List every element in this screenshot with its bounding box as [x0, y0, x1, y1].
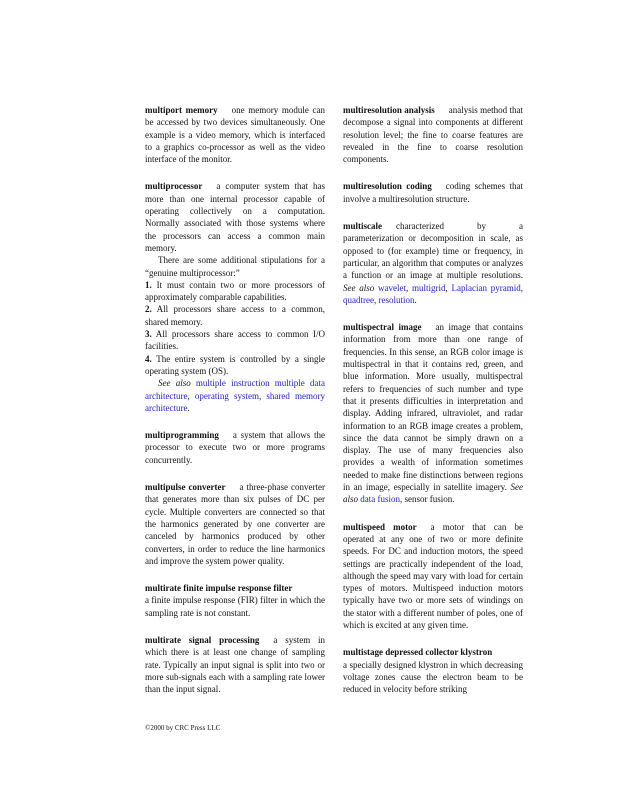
see-also-label: See also [343, 482, 523, 505]
list-item [145, 279, 325, 304]
link-laplacian-pyramid[interactable]: Laplacian pyramid [451, 282, 521, 293]
list-number: 2. [145, 304, 152, 315]
entry-tail: , sensor fusion. [400, 494, 455, 505]
entry-definition: a computer system that has more than one internal processor capable of operating collectively on a computation. Normally associated with those systems where the processors can access a common main memory. [145, 181, 325, 253]
entry-definition: a system in which there is at least one change of sampling rate. Typically an input signal is split into two or more sub-signals each with a sampling rate lower than the input signal. [145, 634, 325, 695]
entry-definition: coding schemes that involve a multiresolution structure. [343, 181, 523, 204]
entry-term: multiprogramming [145, 430, 219, 441]
link-quadtree[interactable]: quadtree [343, 294, 374, 305]
list-number: 3. [145, 329, 152, 340]
list-text: All processors share access to a common, shared memory. [145, 304, 325, 327]
list-number: 1. [145, 279, 152, 290]
punctuation: . [187, 402, 190, 413]
entry-definition: a specially designed klystron in which decreasing voltage zones cause the electron beam to be reduced in velocity before striking [343, 659, 523, 695]
entry-term: multispeed motor [343, 521, 417, 532]
entry-definition: analysis method that decompose a signal into components at different resolution level; the fine to coarse features are revealed in the fine to coarse resolution components. [343, 105, 523, 165]
entry-multipulse-converter [145, 481, 325, 567]
entry-definition: characterized by a parameterization or decomposition in scale, as opposed to (for example) time or frequency, in particular, an algorithm that computes or analyzes a function or an image at multiple resolutions. [343, 221, 523, 281]
left-column [145, 104, 325, 710]
entry-term: multispectral image [343, 322, 422, 333]
separator: , [373, 294, 379, 305]
entry-definition: a motor that can be operated at any one of two or more definite speeds. For DC and induction motors, the speed settings are practically independent of the load, although the speed may vary with load for certain types of motors. Multispeed induction motors typically have two or more sets of windings on the stator with a different number of poles, one of which is excited at any given time. [343, 521, 523, 630]
link-wavelet[interactable]: wavelet [378, 282, 406, 293]
entry-definition: a finite impulse response (FIR) filter in which the sampling rate is not constant. [145, 595, 325, 618]
entry-multirate-fir-filter [145, 582, 325, 619]
entry-term: multiresolution analysis [343, 105, 435, 115]
entry-term: multiport memory [145, 105, 218, 115]
separator: , [445, 282, 452, 293]
link-data-fusion[interactable]: data fusion [360, 494, 401, 505]
entry-term: multipulse converter [145, 482, 226, 493]
link-mimd[interactable]: multiple instruction multiple data architecture [145, 378, 325, 401]
entry-definition: an image that contains information from more than one range of frequencies. In this sense, an RGB color image is multispectral in that it contains red, green, and blue information. More usually, multispectral refers to frequencies of such number and type that it presents difficulties in interpretation and display. Adding infrared, ultraviolet, and radar information to an RGB image creates a problem, since the data cannot be simply drawn on a display. The use of many frequencies also provides a wealth of information sometimes needed to make fine distinctions between regions in an image, especially in satellite imagery. [343, 322, 523, 493]
entry-definition: one memory module can be accessed by two devices simultaneously. One example is a video memory, which is interfaced to a graphics co-processor as well as the video interface of the monitor. [145, 105, 325, 165]
link-resolution[interactable]: resolution [378, 294, 415, 305]
copyright-footer: ©2000 by CRC Press LLC [145, 724, 221, 732]
link-operating-system[interactable]: operating system [194, 390, 259, 401]
entry-paragraph: There are some additional stipulations for a “genuine multiprocessor:” [145, 255, 325, 278]
list-text: It must contain two or more processors of approximately comparable capabilities. [145, 279, 326, 303]
separator: , [406, 282, 413, 293]
entry-term: multirate finite impulse response filter [145, 583, 293, 594]
entry-multiport-memory [145, 104, 325, 165]
entry-multispeed-motor [343, 521, 523, 632]
see-also [145, 377, 325, 414]
separator: , [520, 282, 524, 293]
list-item [145, 328, 325, 353]
link-shared-memory-architecture[interactable]: shared memory architecture [145, 390, 325, 413]
entry-multiresolution-analysis [343, 104, 523, 165]
entry-multispectral-image [343, 321, 523, 505]
entry-term: multiscale [343, 221, 382, 232]
entry-multiprocessor [145, 180, 325, 414]
right-column [343, 104, 523, 710]
separator: , [258, 390, 267, 401]
entry-multiscale [343, 220, 523, 306]
entry-multiresolution-coding [343, 180, 523, 205]
list-text: All processors share access to common I/O facilities. [145, 329, 325, 352]
entry-term: multirate signal processing [145, 634, 260, 645]
entry-definition: a system that allows the processor to execute two or more programs concurrently. [145, 430, 325, 465]
list-number: 4. [145, 353, 152, 364]
entry-multirate-signal-processing [145, 634, 325, 695]
link-multigrid[interactable]: multigrid [412, 282, 446, 293]
separator: , [187, 390, 195, 401]
entry-definition: a three-phase converter that generates more than six pulses of DC per cycle. Multiple converters are connected so that the harmonics generated by one converter are canceled by harmonics produced by other converters, in order to reduce the line harmonics and improve the system power quality. [145, 482, 326, 566]
entry-term: multiresolution coding [343, 181, 432, 192]
see-also-label: See also [158, 378, 191, 389]
list-item [145, 353, 325, 378]
entry-multiprogramming [145, 429, 325, 466]
entry-multistage-depressed-collector-klystron [343, 646, 523, 695]
entry-term: multiprocessor [145, 181, 203, 192]
punctuation: . [414, 294, 417, 305]
list-text: The entire system is controlled by a single operating system (OS). [145, 353, 326, 376]
list-item [145, 303, 325, 328]
entry-term: multistage depressed collector klystron [343, 647, 493, 658]
see-also-label: See also [343, 282, 375, 293]
